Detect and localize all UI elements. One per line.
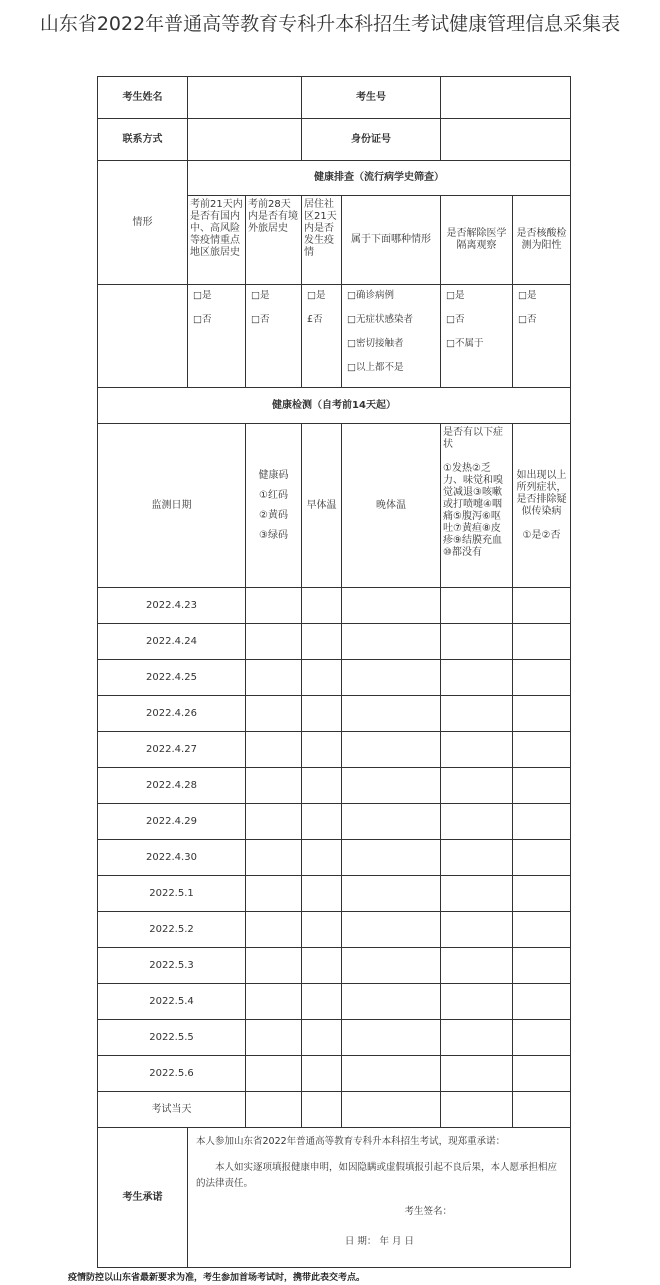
symptoms-cell[interactable] — [441, 1020, 513, 1056]
monitoring-date-label: 监测日期 — [98, 424, 246, 588]
symptoms-cell[interactable] — [441, 768, 513, 804]
excluded-cell[interactable] — [513, 984, 571, 1020]
option-not-applicable[interactable]: □不属于 — [446, 338, 484, 349]
morning-temp-cell[interactable] — [302, 696, 342, 732]
evening-temp-cell[interactable] — [342, 984, 441, 1020]
evening-temp-cell[interactable] — [342, 660, 441, 696]
health-code-cell[interactable] — [246, 912, 302, 948]
symptoms-cell[interactable] — [441, 912, 513, 948]
situation-label: 情形 — [98, 161, 188, 285]
name-field[interactable] — [188, 77, 302, 119]
morning-temp-cell[interactable] — [302, 984, 342, 1020]
symptoms-cell[interactable] — [441, 804, 513, 840]
suspected-excluded-header: 如出现以上所列症状，是否排除疑似传染病 ①是②否 — [513, 424, 571, 588]
health-code-cell[interactable] — [246, 984, 302, 1020]
health-code-cell[interactable] — [246, 948, 302, 984]
symptoms-cell[interactable] — [441, 696, 513, 732]
symptoms-cell[interactable] — [441, 948, 513, 984]
monitoring-date: 2022.4.30 — [98, 840, 246, 876]
excluded-cell[interactable] — [513, 732, 571, 768]
health-code-green: ③绿码 — [259, 529, 288, 541]
symptoms-cell[interactable] — [441, 876, 513, 912]
health-code-cell[interactable] — [246, 660, 302, 696]
monitoring-date-exam-day: 考试当天 — [98, 1092, 246, 1128]
symptoms-cell[interactable] — [441, 1092, 513, 1128]
health-code-cell[interactable] — [246, 1020, 302, 1056]
pledge-line-2: 本人如实逐项填报健康申明，如因隐瞒或虚假填报引起不良后果，本人愿承担相应的法律责任。 — [196, 1162, 558, 1189]
evening-temp-cell[interactable] — [342, 1092, 441, 1128]
morning-temp-cell[interactable] — [302, 948, 342, 984]
monitoring-date: 2022.4.29 — [98, 804, 246, 840]
option-yes[interactable]: □是 — [307, 290, 326, 301]
evening-temp-cell[interactable] — [342, 696, 441, 732]
morning-temp-cell[interactable] — [302, 588, 342, 624]
symptoms-cell[interactable] — [441, 840, 513, 876]
monitoring-date: 2022.4.25 — [98, 660, 246, 696]
evening-temp-cell[interactable] — [342, 876, 441, 912]
health-code-cell[interactable] — [246, 876, 302, 912]
evening-temp-cell[interactable] — [342, 840, 441, 876]
excluded-cell[interactable] — [513, 912, 571, 948]
health-code-cell[interactable] — [246, 768, 302, 804]
monitoring-date: 2022.5.5 — [98, 1020, 246, 1056]
monitoring-date: 2022.5.1 — [98, 876, 246, 912]
morning-temp-cell[interactable] — [302, 660, 342, 696]
morning-temp-cell[interactable] — [302, 804, 342, 840]
exam-number-label: 考生号 — [302, 77, 441, 119]
symptoms-cell[interactable] — [441, 660, 513, 696]
options-situation-type — [342, 285, 441, 388]
options-blank — [98, 285, 188, 388]
option-confirmed[interactable]: □确诊病例 — [347, 290, 394, 301]
name-label: 考生姓名 — [98, 77, 188, 119]
morning-temp-header: 早体温 — [302, 424, 342, 588]
excluded-cell[interactable] — [513, 696, 571, 732]
excluded-cell[interactable] — [513, 840, 571, 876]
evening-temp-cell[interactable] — [342, 1056, 441, 1092]
excluded-cell[interactable] — [513, 660, 571, 696]
excluded-cell[interactable] — [513, 1056, 571, 1092]
symptoms-cell[interactable] — [441, 1056, 513, 1092]
evening-temp-cell[interactable] — [342, 912, 441, 948]
pledge-body — [188, 1128, 571, 1268]
morning-temp-cell[interactable] — [302, 1056, 342, 1092]
screening-col-nucleic-positive: 是否核酸检测为阳性 — [513, 196, 571, 285]
page-title: 山东省2022年普通高等教育专科升本科招生考试健康管理信息采集表 — [39, 13, 621, 35]
morning-temp-cell[interactable] — [302, 1020, 342, 1056]
monitoring-date: 2022.4.24 — [98, 624, 246, 660]
monitoring-date: 2022.4.28 — [98, 768, 246, 804]
option-no[interactable]: £否 — [307, 314, 323, 325]
excluded-cell[interactable] — [513, 804, 571, 840]
excluded-cell[interactable] — [513, 1020, 571, 1056]
morning-temp-cell[interactable] — [302, 840, 342, 876]
signature-label[interactable]: 考生签名： — [404, 1206, 452, 1217]
pledge-line-1: 本人参加山东省2022年普通高等教育专科升本科招生考试，现郑重承诺： — [196, 1136, 506, 1147]
excluded-cell[interactable] — [513, 768, 571, 804]
monitoring-date: 2022.5.3 — [98, 948, 246, 984]
health-code-cell[interactable] — [246, 588, 302, 624]
option-no[interactable]: □否 — [518, 314, 537, 325]
date-label[interactable]: 日 期： 年 月 日 — [344, 1236, 414, 1247]
symptoms-cell[interactable] — [441, 732, 513, 768]
health-code-cell[interactable] — [246, 1092, 302, 1128]
monitoring-date: 2022.4.23 — [98, 588, 246, 624]
symptoms-header: 是否有以下症状 ①发热②乏力、味觉和嗅觉减退③咳嗽或打喷嚏④咽痛⑤腹泻⑥呕吐⑦黄疸⑧皮疹⑨结膜充血⑩都没有 — [441, 424, 513, 588]
screening-col-quarantine-released: 是否解除医学隔离观察 — [441, 196, 513, 285]
excluded-cell[interactable] — [513, 876, 571, 912]
options-community-outbreak — [302, 285, 342, 388]
health-code-yellow: ②黄码 — [259, 509, 288, 521]
excluded-cell[interactable] — [513, 588, 571, 624]
health-code-cell[interactable] — [246, 804, 302, 840]
morning-temp-cell[interactable] — [302, 768, 342, 804]
evening-temp-cell[interactable] — [342, 804, 441, 840]
evening-temp-header: 晚体温 — [342, 424, 441, 588]
screening-col-situation-type: 属于下面哪种情形 — [342, 196, 441, 285]
screening-col-overseas-travel: 考前28天内是否有境外旅居史 — [246, 196, 302, 285]
options-overseas-travel — [246, 285, 302, 388]
morning-temp-cell[interactable] — [302, 912, 342, 948]
evening-temp-cell[interactable] — [342, 768, 441, 804]
morning-temp-cell[interactable] — [302, 732, 342, 768]
health-code-cell[interactable] — [246, 840, 302, 876]
option-asymptomatic[interactable]: □无症状感染者 — [347, 314, 413, 325]
health-code-header — [246, 424, 302, 588]
monitoring-date: 2022.5.2 — [98, 912, 246, 948]
exam-number-field[interactable] — [441, 77, 571, 119]
monitoring-date: 2022.5.6 — [98, 1056, 246, 1092]
symptoms-cell[interactable] — [441, 984, 513, 1020]
contact-label: 联系方式 — [98, 119, 188, 161]
option-yes[interactable]: □是 — [251, 290, 270, 301]
options-nucleic-positive — [513, 285, 571, 388]
monitoring-header: 健康检测（自考前14天起） — [98, 388, 571, 424]
id-number-field[interactable] — [441, 119, 571, 161]
morning-temp-cell[interactable] — [302, 1092, 342, 1128]
health-info-form — [97, 76, 571, 1268]
screening-col-community-outbreak: 居住社区21天内是否发生疫情 — [302, 196, 342, 285]
option-yes[interactable]: □是 — [193, 290, 212, 301]
morning-temp-cell[interactable] — [302, 624, 342, 660]
evening-temp-cell[interactable] — [342, 588, 441, 624]
health-code-cell[interactable] — [246, 732, 302, 768]
contact-field[interactable] — [188, 119, 302, 161]
monitoring-date: 2022.4.27 — [98, 732, 246, 768]
option-no[interactable]: □否 — [446, 314, 465, 325]
evening-temp-cell[interactable] — [342, 948, 441, 984]
option-no[interactable]: □否 — [251, 314, 270, 325]
options-quarantine-released — [441, 285, 513, 388]
excluded-cell[interactable] — [513, 1092, 571, 1128]
health-code-cell[interactable] — [246, 696, 302, 732]
pledge-label: 考生承诺 — [98, 1128, 188, 1268]
option-no[interactable]: □否 — [193, 314, 212, 325]
evening-temp-cell[interactable] — [342, 1020, 441, 1056]
health-code-cell[interactable] — [246, 1056, 302, 1092]
id-number-label: 身份证号 — [302, 119, 441, 161]
morning-temp-cell[interactable] — [302, 876, 342, 912]
options-domestic-travel — [188, 285, 246, 388]
evening-temp-cell[interactable] — [342, 624, 441, 660]
option-yes[interactable]: □是 — [518, 290, 537, 301]
health-code-red: ①红码 — [259, 489, 288, 501]
health-code-title: 健康码 — [258, 469, 289, 481]
footnote: 疫情防控以山东省最新要求为准，考生参加首场考试时，携带此表交考点。 — [68, 1273, 366, 1283]
excluded-cell[interactable] — [513, 948, 571, 984]
evening-temp-cell[interactable] — [342, 732, 441, 768]
screening-col-domestic-travel: 考前21天内是否有国内中、高风险等疫情重点地区旅居史 — [188, 196, 246, 285]
symptoms-cell[interactable] — [441, 588, 513, 624]
excluded-cell[interactable] — [513, 624, 571, 660]
option-yes[interactable]: □是 — [446, 290, 465, 301]
monitoring-date: 2022.5.4 — [98, 984, 246, 1020]
option-none[interactable]: □以上都不是 — [347, 362, 404, 373]
screening-header: 健康排查（流行病学史筛查） — [188, 161, 571, 196]
health-code-cell[interactable] — [246, 624, 302, 660]
monitoring-date: 2022.4.26 — [98, 696, 246, 732]
symptoms-cell[interactable] — [441, 624, 513, 660]
option-close-contact[interactable]: □密切接触者 — [347, 338, 404, 349]
